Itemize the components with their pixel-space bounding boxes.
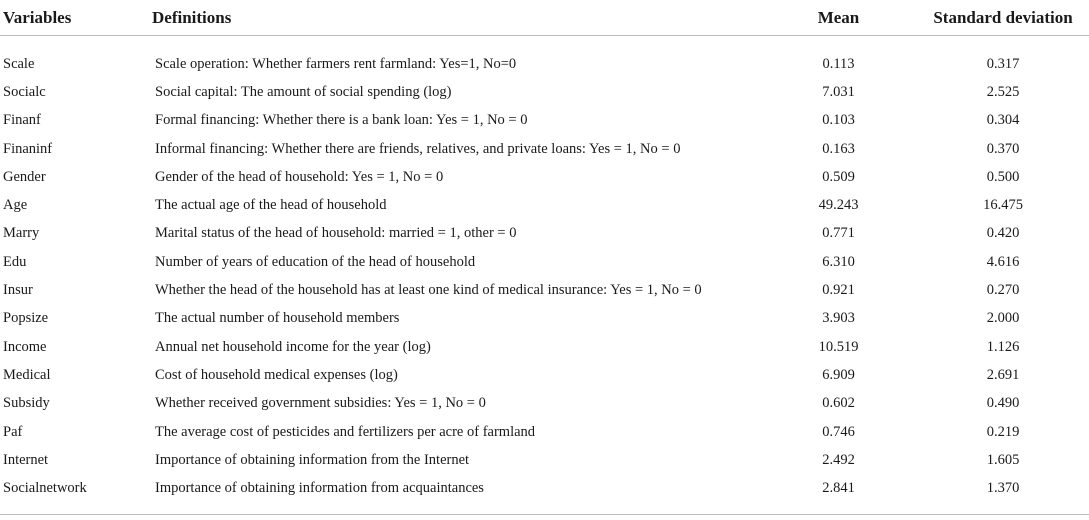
cell-variable: Age [3,197,28,214]
cell-standard-deviation: 0.500 [986,168,1020,185]
cell-definition: The average cost of pesticides and fertilizers per acre of farmland [155,423,536,440]
cell-standard-deviation: 1.370 [986,480,1020,497]
table-row [0,446,1089,474]
cell-definition: Cost of household medical expenses (log) [155,366,398,383]
cell-variable: Medical [3,366,51,383]
cell-variable: Insur [3,282,33,299]
table-row [0,78,1089,106]
cell-variable: Finanf [3,112,41,129]
cell-standard-deviation: 1.126 [986,338,1020,355]
header-row [0,0,1089,36]
header-standard-deviation: Standard deviation [917,0,1089,36]
cell-variable: Socialc [3,83,46,100]
cell-standard-deviation: 0.370 [986,140,1020,157]
cell-variable: Subsidy [3,395,50,412]
cell-variable: Internet [3,451,49,468]
cell-standard-deviation: 0.219 [986,423,1020,440]
cell-variable: Edu [3,253,27,270]
cell-definition: Importance of obtaining information from acquaintances [155,480,484,497]
cell-mean: 10.519 [818,338,859,355]
cell-definition: Formal financing: Whether there is a bank loan: Yes = 1, No = 0 [155,112,528,129]
table-row [0,333,1089,361]
table-body [0,36,1089,503]
cell-definition: Whether the head of the household has at least one kind of medical insurance: Yes = 1, No = 0 [155,282,702,299]
table-row [0,305,1089,333]
cell-mean: 2.492 [822,451,855,468]
cell-variable: Scale [3,55,35,72]
cell-mean: 0.163 [822,140,855,157]
cell-standard-deviation: 16.475 [983,197,1023,214]
cell-variable: Finaninf [3,140,53,157]
cell-mean: 3.903 [822,310,855,327]
cell-standard-deviation: 0.420 [986,225,1020,242]
cell-standard-deviation: 4.616 [986,253,1020,270]
cell-definition: Importance of obtaining information from the Internet [155,451,470,468]
table-row [0,390,1089,418]
cell-variable: Paf [3,423,23,440]
cell-definition: Social capital: The amount of social spending (log) [155,83,452,100]
cell-definition: The actual age of the head of household [155,197,387,214]
cell-standard-deviation: 0.490 [986,395,1020,412]
cell-variable: Income [3,338,47,355]
cell-definition: The actual number of household members [155,310,400,327]
table-row [0,474,1089,502]
table-row [0,135,1089,163]
cell-mean: 0.771 [822,225,855,242]
cell-standard-deviation: 1.605 [986,451,1020,468]
cell-mean: 6.909 [822,366,855,383]
cell-standard-deviation: 2.691 [986,366,1020,383]
table-row [0,36,1089,79]
cell-mean: 0.746 [822,423,855,440]
cell-variable: Gender [3,168,46,185]
cell-definition: Gender of the head of household: Yes = 1, No = 0 [155,168,444,185]
cell-mean: 0.103 [822,112,855,129]
cell-definition: Informal financing: Whether there are friends, relatives, and private loans: Yes = 1, No = 0 [155,140,681,157]
cell-standard-deviation: 0.317 [986,55,1020,72]
header-definitions: Definitions [152,0,760,36]
cell-mean: 0.509 [822,168,855,185]
cell-mean: 6.310 [822,253,855,270]
cell-definition: Annual net household income for the year (log) [155,338,431,355]
cell-standard-deviation: 0.304 [986,112,1020,129]
cell-mean: 0.602 [822,395,855,412]
cell-mean: 7.031 [822,83,855,100]
cell-definition: Scale operation: Whether farmers rent farmland: Yes=1, No=0 [155,55,517,72]
cell-definition: Marital status of the head of household: married = 1, other = 0 [155,225,517,242]
cell-mean: 0.113 [822,55,855,72]
header-mean: Mean [760,0,917,36]
table-header [0,0,1089,36]
cell-variable: Popsize [3,310,49,327]
table-row [0,107,1089,135]
table-row [0,418,1089,446]
cell-variable: Socialnetwork [3,480,87,497]
cell-variable: Marry [3,225,40,242]
cell-definition: Whether received government subsidies: Yes = 1, No = 0 [155,395,486,412]
cell-mean: 0.921 [822,282,855,299]
table-bottom-rule [0,514,1089,515]
table-row [0,191,1089,219]
table-row [0,220,1089,248]
cell-standard-deviation: 2.525 [986,83,1020,100]
cell-standard-deviation: 2.000 [986,310,1020,327]
table-row [0,276,1089,304]
cell-mean: 49.243 [818,197,859,214]
cell-standard-deviation: 0.270 [986,282,1020,299]
table-row [0,163,1089,191]
header-variables: Variables [0,0,152,36]
table-row [0,248,1089,276]
cell-definition: Number of years of education of the head of household [155,253,476,270]
table-row [0,361,1089,389]
cell-mean: 2.841 [822,480,855,497]
